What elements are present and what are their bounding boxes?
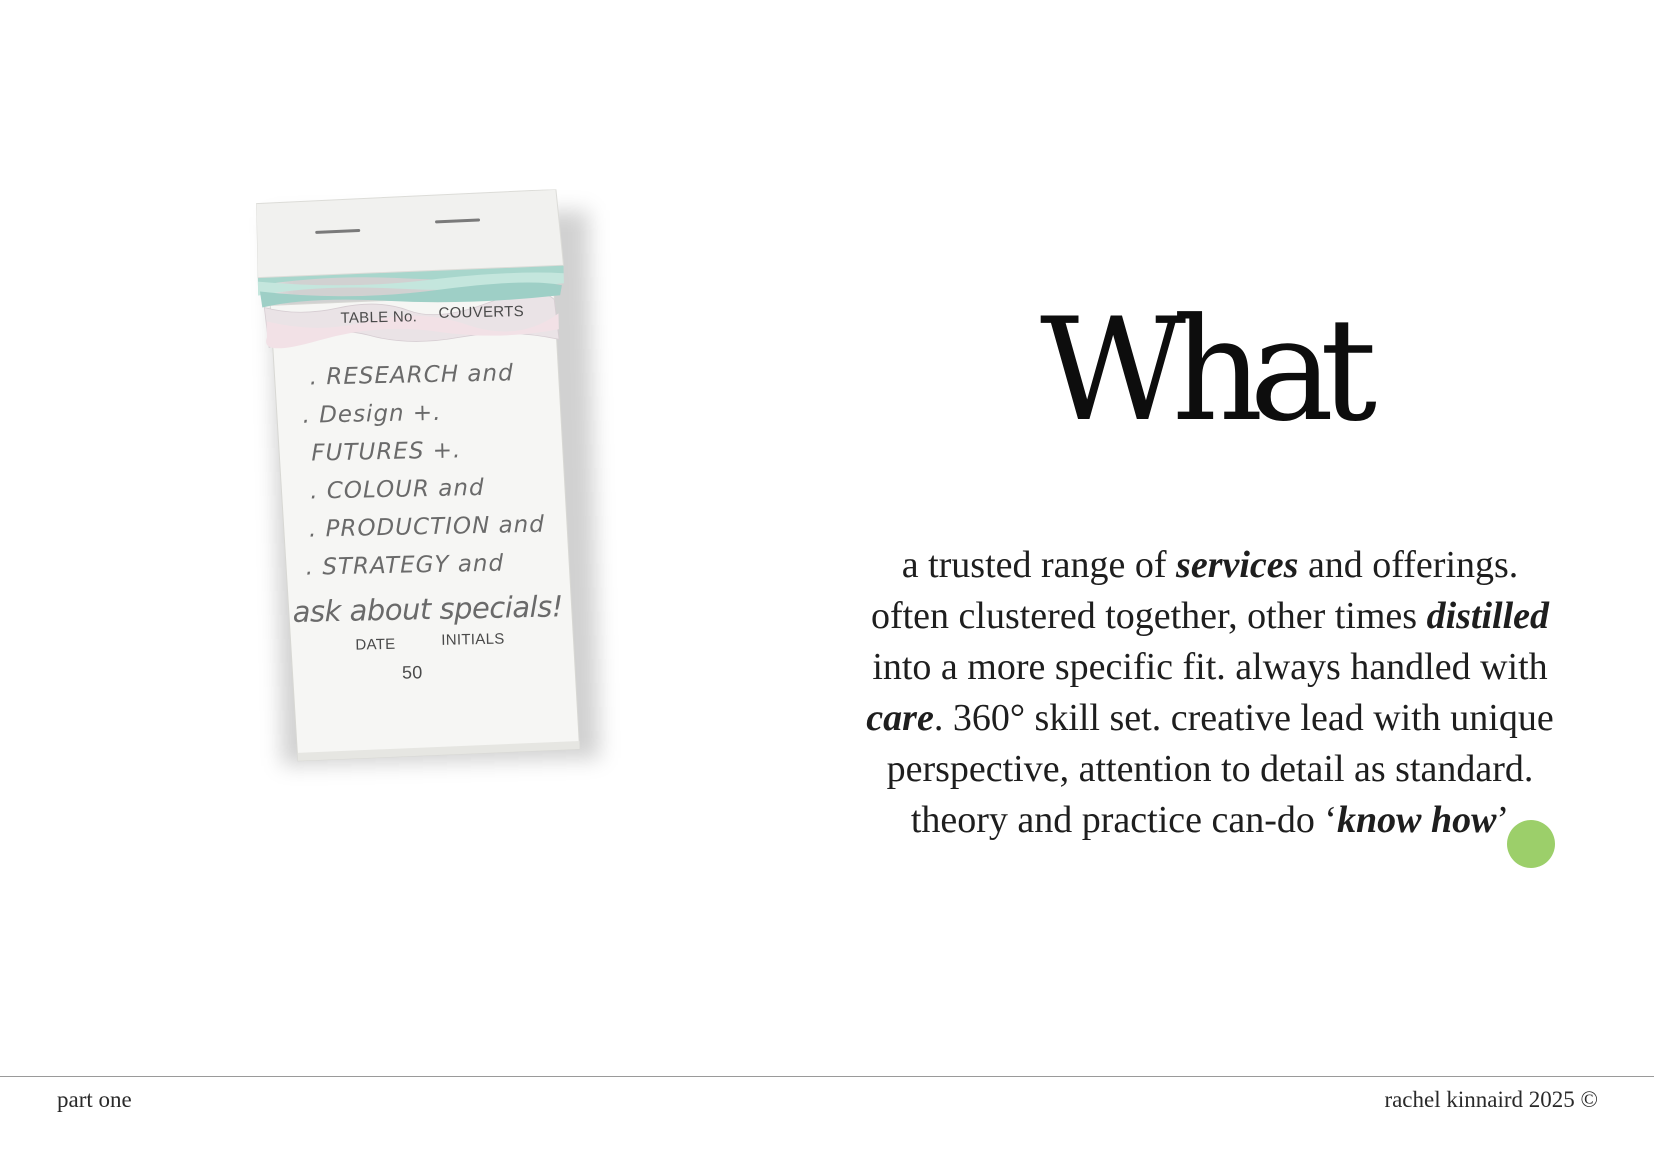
handwritten-line-6: . STRATEGY and <box>305 550 505 581</box>
body-line-5 <box>810 744 1610 795</box>
headline: What <box>1040 288 1364 453</box>
emphasis-services: services <box>1176 544 1299 586</box>
emphasis-distilled: distilled <box>1426 595 1550 637</box>
pad-footer-right: INITIALS <box>441 630 505 649</box>
handwritten-line-2: . Design +. <box>302 399 442 429</box>
emphasis-care: care <box>866 697 934 739</box>
emphasis-know-how: know how <box>1337 799 1497 841</box>
handwritten-line-3: FUTURES +. <box>311 437 462 467</box>
body-text: a trusted range of <box>901 544 1177 586</box>
pad-number: 50 <box>401 662 423 683</box>
footer-credit: rachel kinnaird 2025 © <box>1384 1087 1598 1112</box>
body-line-3 <box>810 642 1610 693</box>
body-line-1 <box>810 540 1610 591</box>
body-text: often clustered together, other times <box>870 595 1427 637</box>
body-text: into a more specific fit. always handled with <box>872 646 1548 688</box>
footer-rule <box>0 1076 1654 1077</box>
handwritten-line-7: ask about specials! <box>292 589 564 629</box>
handwritten-line-5: . PRODUCTION and <box>308 511 546 543</box>
body-text: ’ <box>1496 799 1510 841</box>
order-pad-photo <box>256 189 608 776</box>
body-line-6 <box>810 795 1610 846</box>
accent-dot <box>1507 820 1555 868</box>
pad-header-right: COUVERTS <box>438 303 525 322</box>
body-line-2 <box>810 591 1610 642</box>
pad-footer-left: DATE <box>355 635 396 654</box>
pad-header-left: TABLE No. <box>340 308 418 327</box>
body-text: theory and practice can-do ‘ <box>910 799 1338 841</box>
handwritten-line-1: . RESEARCH and <box>309 360 514 391</box>
handwritten-line-4: . COLOUR and <box>309 474 485 505</box>
body-copy <box>810 540 1610 846</box>
body-text: and offerings. <box>1298 544 1519 586</box>
footer-section-label: part one <box>57 1087 132 1112</box>
body-text: . 360° skill set. creative lead with unique <box>933 697 1554 739</box>
body-text: perspective, attention to detail as standard. <box>886 748 1534 790</box>
body-line-4 <box>810 693 1610 744</box>
